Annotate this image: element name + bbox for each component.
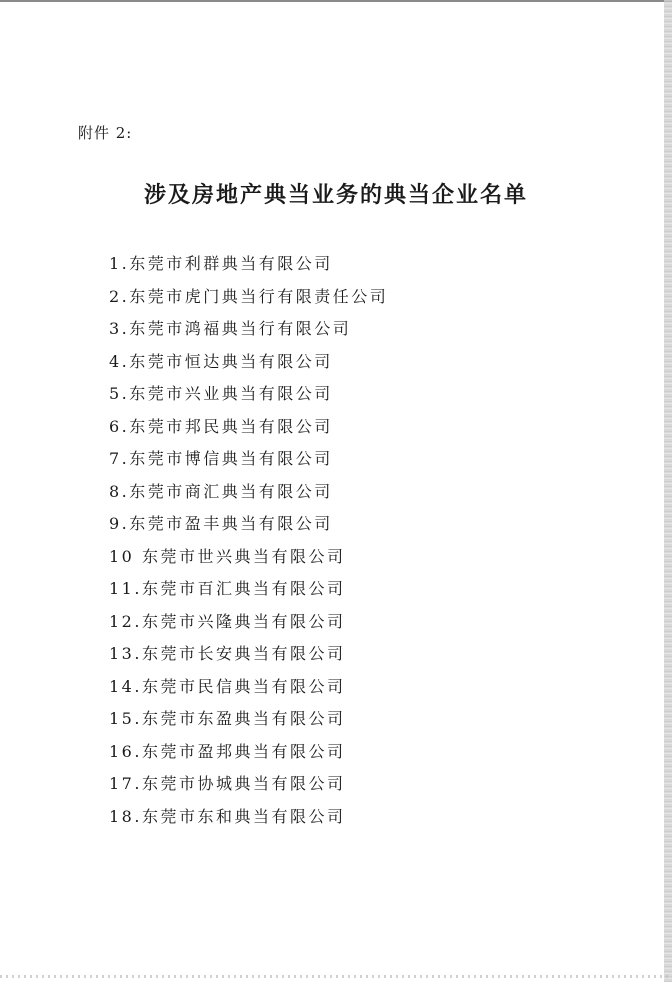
company-item-14: 14.东莞市民信典当有限公司 <box>109 676 346 696</box>
company-item-15: 15.东莞市东盈典当有限公司 <box>109 709 346 728</box>
company-item-4: 4.东莞市恒达典当有限公司 <box>109 351 333 371</box>
attachment-label: 附件 2: <box>78 124 133 142</box>
scan-bottom-edge <box>0 975 672 978</box>
company-item-8: 8.东莞市商汇典当有限公司 <box>109 481 333 501</box>
company-item-7: 7.东莞市博信典当有限公司 <box>109 449 333 468</box>
company-list <box>109 250 388 835</box>
company-item-2: 2.东莞市虎门典当行有限责任公司 <box>109 286 389 306</box>
scan-top-border <box>0 0 672 2</box>
company-item-18: 18.东莞市东和典当有限公司 <box>109 806 346 826</box>
company-item-6: 6.东莞市邦民典当有限公司 <box>109 416 333 436</box>
company-item-12: 12.东莞市兴隆典当有限公司 <box>109 611 346 631</box>
company-item-16: 16.东莞市盈邦典当有限公司 <box>109 741 346 761</box>
company-item-5: 5.东莞市兴业典当有限公司 <box>109 384 333 403</box>
company-item-17: 17.东莞市协城典当有限公司 <box>109 774 346 793</box>
company-item-11: 11.东莞市百汇典当有限公司 <box>109 579 346 598</box>
document-title: 涉及房地产典当业务的典当企业名单 <box>143 182 528 208</box>
company-item-13: 13.东莞市长安典当有限公司 <box>109 644 346 663</box>
company-item-9: 9.东莞市盈丰典当有限公司 <box>109 514 333 533</box>
company-item-1: 1.东莞市利群典当有限公司 <box>109 254 333 273</box>
company-item-3: 3.东莞市鸿福典当行有限公司 <box>109 319 352 338</box>
scan-right-edge <box>664 0 672 982</box>
company-item-10: 10 东莞市世兴典当有限公司 <box>109 546 346 566</box>
